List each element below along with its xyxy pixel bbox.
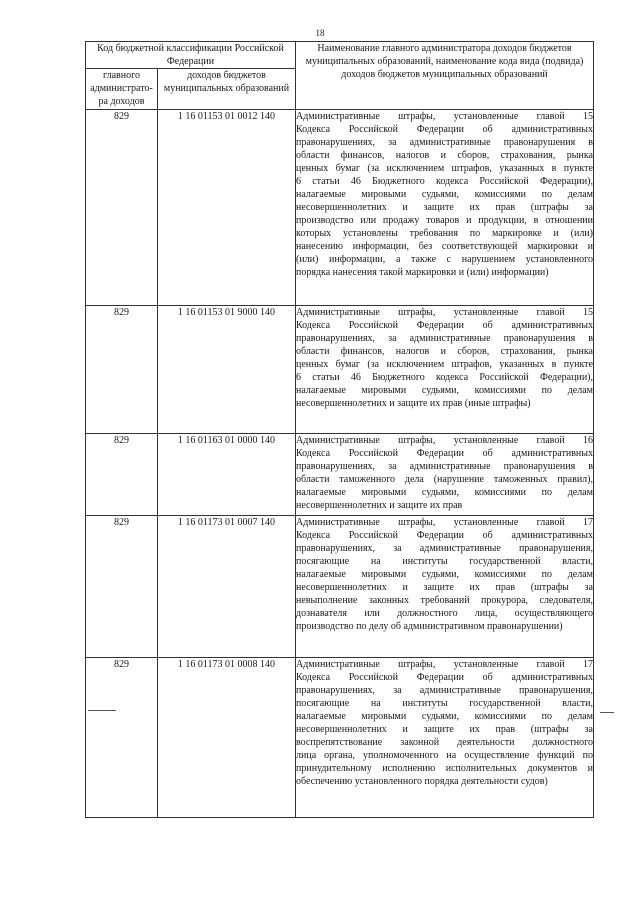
description-line: правонарушениях, за административные правонарушения в [296,137,593,148]
description-line: правонарушениях, за административные правонарушения, [296,685,593,696]
description-line: посягающие на институты государственной власти, [296,698,593,709]
description-cell [296,658,594,818]
table-row [86,516,594,658]
description-line: дознавателя или должностного лица, осуществляющего [296,608,593,619]
description-cell [296,434,594,516]
header-col-admin: главного администрато-ра доходов [86,69,158,110]
description-line: несовершеннолетних и защите их прав [296,500,463,511]
description-line: невыполнение законных требований прокурора, следователя, [296,595,593,606]
description-line: правонарушениях, за административные правонарушения в [296,333,593,344]
admin-code-cell: 829 [86,434,158,516]
description-line: Административные штрафы, установленные главой 16 [296,435,593,446]
description-line: несовершеннолетних и защите их прав (иные штрафы) [296,398,531,409]
description-line: налагаемые мировыми судьями, комиссиями по делам [296,569,593,580]
description-line: 6 статьи 46 Бюджетного кодекса Российской Федерации), [296,176,593,187]
header-name-group: Наименование главного администратора доходов бюджетов муниципальных образований, наименование кода вида (подвида) доходов бюджетов муниципальных образований [296,42,594,110]
description-line: ценных бумаг (за исключением штрафов, указанных в пункте [296,163,593,174]
description-line: налагаемые мировыми судьями, комиссиями по делам [296,711,593,722]
description-cell [296,110,594,306]
description-line: Кодекса Российской Федерации об административных [296,124,593,135]
description-line: Кодекса Российской Федерации об административных [296,530,593,541]
description-line: 6 статьи 46 Бюджетного кодекса Российской Федерации), [296,372,593,383]
header-col-income: доходов бюджетов муниципальных образований [158,69,296,110]
description-line: порядка нанесения такой маркировки и (или) информации) [296,267,549,278]
description-line: правонарушениях, за административные правонарушения в [296,461,593,472]
description-line: производство или продажу товаров и продукции, в отношении [296,215,593,226]
income-code-cell: 1 16 01173 01 0008 140 [158,658,296,818]
description-line: которых установлены требования по маркировке и (или) [296,228,593,239]
description-line: обеспечению установленного порядка деятельности судов) [296,776,548,787]
description-line: Административные штрафы, установленные главой 15 [296,111,593,122]
table-row [86,434,594,516]
description-line: Кодекса Российской Федерации об административных [296,320,593,331]
admin-code-cell: 829 [86,658,158,818]
description-line: Кодекса Российской Федерации об административных [296,672,593,683]
income-code-cell: 1 16 01153 01 0012 140 [158,110,296,306]
table-row [86,658,594,818]
description-line: Административные штрафы, установленные главой 17 [296,659,593,670]
description-cell [296,306,594,434]
income-code-cell: 1 16 01163 01 0000 140 [158,434,296,516]
table-row [86,306,594,434]
page-number: 18 [315,28,325,38]
description-line: посягающие на институты государственной власти, [296,556,593,567]
scan-mark [600,712,614,713]
description-line: налагаемые мировыми судьями, комиссиями по делам [296,487,593,498]
description-line: производство по делу об административном правонарушении) [296,621,563,632]
admin-code-cell: 829 [86,110,158,306]
description-line: (или) информации, а также с нарушением установленного [296,254,593,265]
admin-code-cell: 829 [86,306,158,434]
description-line: несовершеннолетних и защите их прав (штрафы за [296,582,593,593]
description-line: области финансов, налогов и сборов, страхования, рынка [296,346,593,357]
description-line: Кодекса Российской Федерации об административных [296,448,593,459]
budget-classification-table [85,41,594,818]
admin-code-cell: 829 [86,516,158,658]
description-line: правонарушениях, за административные правонарушения, [296,543,593,554]
description-line: несовершеннолетних и защите их прав (штрафы за [296,202,593,213]
description-line: воспрепятствование законной деятельности должностного [296,737,593,748]
description-line: ценных бумаг (за исключением штрафов, указанных в пункте [296,359,593,370]
scan-mark [88,710,116,711]
header-code-group: Код бюджетной классификации Российской Федерации [86,42,296,69]
description-line: принудительному исполнению исполнительных документов и [296,763,593,774]
description-line: налагаемые мировыми судьями, комиссиями по делам [296,385,593,396]
description-line: нанесению информации, без соответствующей маркировки и [296,241,593,252]
description-cell [296,516,594,658]
description-line: области финансов, налогов и сборов, страхования, рынка [296,150,593,161]
description-line: несовершеннолетних и защите их прав (штрафы за [296,724,593,735]
description-line: области таможенного дела (нарушение таможенных правил), [296,474,593,485]
income-code-cell: 1 16 01173 01 0007 140 [158,516,296,658]
description-line: лица органа, уполномоченного на осуществление функций по [296,750,593,761]
description-line: Административные штрафы, установленные главой 15 [296,307,593,318]
description-line: налагаемые мировыми судьями, комиссиями по делам [296,189,593,200]
description-line: Административные штрафы, установленные главой 17 [296,517,593,528]
income-code-cell: 1 16 01153 01 9000 140 [158,306,296,434]
table-row [86,110,594,306]
